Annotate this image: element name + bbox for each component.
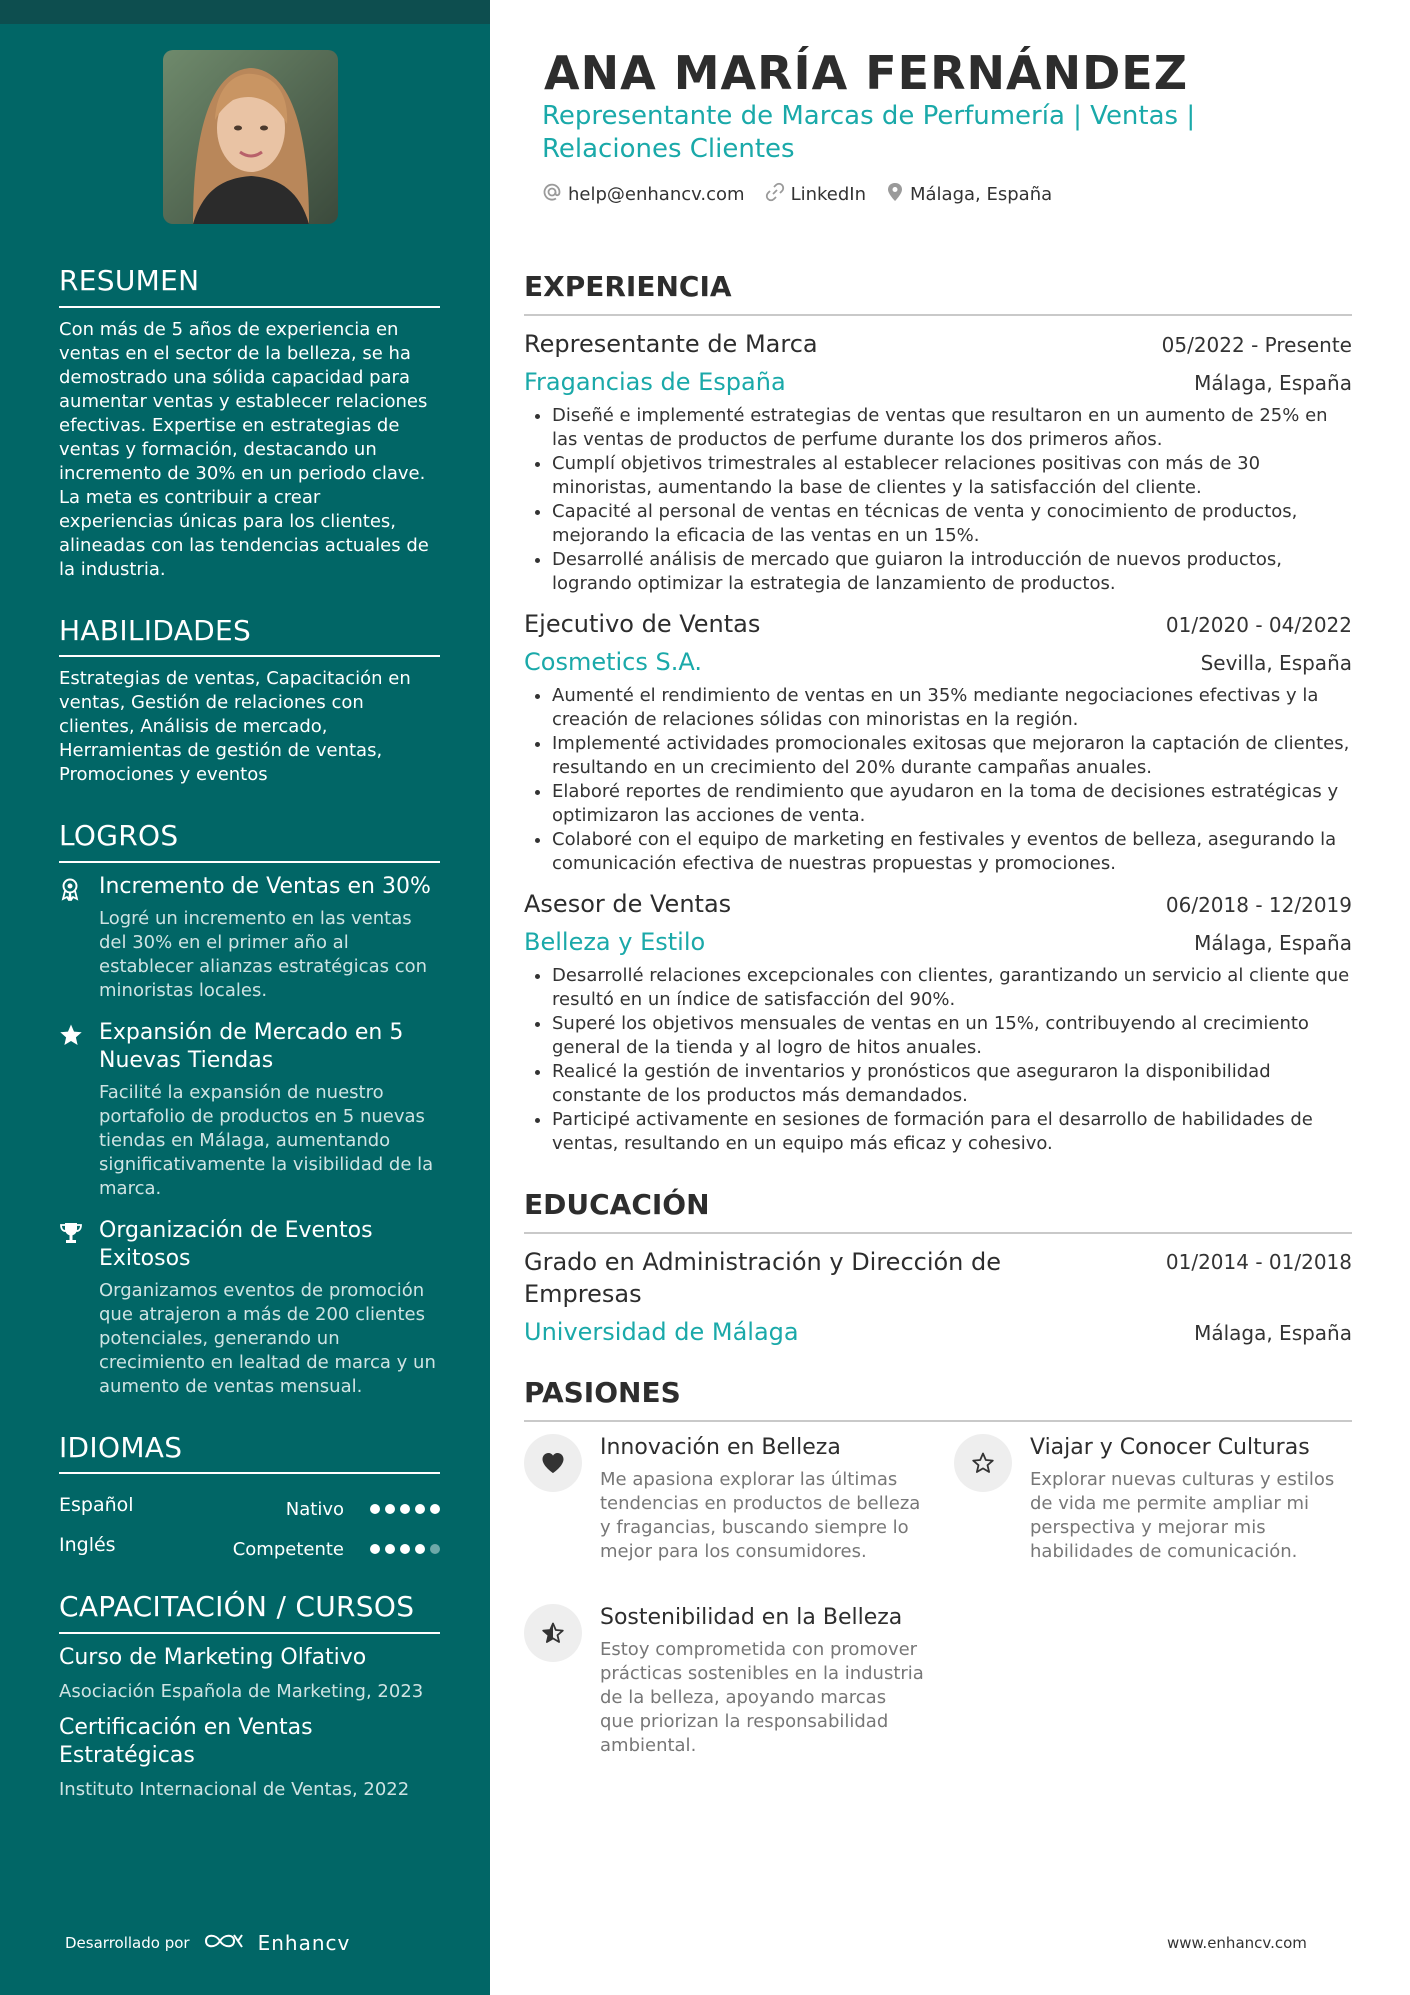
candidate-name: ANA MARÍA FERNÁNDEZ <box>544 46 1189 100</box>
course-title: Curso de Marketing Olfativo <box>59 1644 367 1670</box>
passion-item <box>524 1434 924 1564</box>
trophy-icon <box>59 1217 99 1399</box>
heart-icon <box>524 1434 582 1492</box>
job-title: Asesor de Ventas <box>524 889 732 918</box>
level-dot-filled <box>400 1544 410 1554</box>
bullet: • Colaboré con el equipo de marketing en festivales y eventos de belleza, asegurando la comunicación efectiva de nuestras propuestas y promociones. <box>552 828 1352 876</box>
language-level: Nativo <box>285 1499 344 1521</box>
contact-email[interactable] <box>542 182 745 207</box>
linkedin-text: LinkedIn <box>790 184 866 205</box>
bullet: • Realicé la gestión de inventarios y pronósticos que aseguraron la disponibilidad constante de los productos más demandados. <box>552 1060 1352 1108</box>
brand-name: Enhancv <box>257 1931 351 1955</box>
website-link[interactable]: www.enhancv.com <box>1167 1934 1307 1952</box>
enhancv-logo-icon <box>202 1930 246 1956</box>
award-icon <box>59 873 99 1003</box>
job-location: Málaga, España <box>1194 370 1352 395</box>
passion-desc: Me apasiona explorar las últimas tendencias en productos de belleza y fragancias, buscando siempre lo mejor para los consumidores. <box>600 1468 921 1562</box>
bullet: • Participé activamente en sesiones de formación para el desarrollo de habilidades de ventas, resultando en un equipo más eficaz y cohesivo. <box>552 1108 1352 1156</box>
skills-title: HABILIDADES <box>59 614 440 658</box>
job-company: Belleza y Estilo <box>524 927 706 956</box>
skills-text: Estrategias de ventas, Capacitación en ventas, Gestión de relaciones con clientes, Análisis de mercado, Herramientas de gestión de ventas, Promociones y eventos <box>59 668 411 786</box>
experience-title: EXPERIENCIA <box>524 270 1352 316</box>
passions-section <box>524 1376 1352 1794</box>
level-dot-filled <box>430 1504 440 1514</box>
education-location: Málaga, España <box>1194 1320 1352 1345</box>
education-date: 01/2014 - 01/2018 <box>1165 1249 1352 1274</box>
language-row <box>59 1484 440 1524</box>
powered-label: Desarrollado por <box>65 1934 190 1952</box>
job-title: Ejecutivo de Ventas <box>524 609 761 638</box>
course-item <box>59 1714 440 1802</box>
languages-title: IDIOMAS <box>59 1431 440 1475</box>
achievement-desc: Organizamos eventos de promoción que atrajeron a más de 200 clientes potenciales, generando un crecimiento en lealtad de marca y un aumento de ventas mensual. <box>99 1279 436 1397</box>
passion-title: Innovación en Belleza <box>600 1434 841 1460</box>
passions-title: PASIONES <box>524 1376 1352 1422</box>
job-date: 06/2018 - 12/2019 <box>1165 892 1352 917</box>
passion-title: Viajar y Conocer Culturas <box>1030 1434 1310 1460</box>
link-icon <box>765 182 785 207</box>
bullet: • Cumplí objetivos trimestrales al establecer relaciones positivas con más de 30 minoristas, aumentando la base de clientes y la satisfacción del cliente. <box>552 452 1352 500</box>
course-institution: Instituto Internacional de Ventas, 2022 <box>59 1778 410 1800</box>
course-institution: Asociación Española de Marketing, 2023 <box>59 1680 424 1702</box>
course-item <box>59 1644 440 1704</box>
passion-item <box>524 1604 924 1758</box>
achievement-title: Incremento de Ventas en 30% <box>99 873 431 899</box>
level-dot-filled <box>415 1504 425 1514</box>
achievement-title: Expansión de Mercado en 5 Nuevas Tiendas <box>99 1019 404 1073</box>
job-date: 01/2020 - 04/2022 <box>1165 612 1352 637</box>
level-dot-filled <box>415 1544 425 1554</box>
course-title: Certificación en Ventas Estratégicas <box>59 1714 313 1768</box>
bullet: • Desarrollé relaciones excepcionales con clientes, garantizando un servicio al cliente que resultó en un índice de satisfacción del 90%. <box>552 964 1352 1012</box>
star-icon <box>59 1019 99 1201</box>
education-section <box>524 1188 1352 1348</box>
profile-photo <box>163 50 338 224</box>
language-row <box>59 1524 440 1564</box>
bullet: • Diseñé e implementé estrategias de ventas que resultaron en un aumento de 25% en las ventas de productos de perfume durante los dos primeros años. <box>552 404 1352 452</box>
bullet: • Aumenté el rendimiento de ventas en un 35% mediante negociaciones efectivas y la creación de relaciones sólidas con minoristas en la región. <box>552 684 1352 732</box>
job-bullets <box>524 964 1352 1156</box>
job-date: 05/2022 - Presente <box>1161 332 1352 357</box>
level-dot-filled <box>385 1504 395 1514</box>
at-icon <box>542 182 562 207</box>
powered-by <box>65 1930 350 1956</box>
sidebar-content <box>59 264 440 1810</box>
level-dot-filled <box>385 1544 395 1554</box>
school: Universidad de Málaga <box>524 1317 799 1346</box>
achievements-title: LOGROS <box>59 819 440 863</box>
bullet: • Superé los objetivos mensuales de ventas en un 15%, contribuyendo al crecimiento general de la tienda y al logro de hitos anuales. <box>552 1012 1352 1060</box>
location-pin-icon <box>886 182 904 207</box>
achievement-item <box>59 1019 440 1201</box>
job-entry <box>524 888 1352 1156</box>
degree: Grado en Administración y Dirección de Empresas <box>524 1247 1002 1308</box>
job-bullets <box>524 684 1352 876</box>
summary-title: RESUMEN <box>59 264 440 308</box>
language-name: Español <box>59 1494 134 1517</box>
bullet: • Elaboré reportes de rendimiento que ayudaron en la toma de decisiones estratégicas y optimizaron las acciones de venta. <box>552 780 1352 828</box>
experience-section <box>524 270 1352 1156</box>
achievement-item <box>59 1217 440 1399</box>
level-dot-filled <box>370 1544 380 1554</box>
job-location: Sevilla, España <box>1200 650 1352 675</box>
location-text: Málaga, España <box>910 184 1053 205</box>
language-name: Inglés <box>59 1534 116 1557</box>
passion-desc: Explorar nuevas culturas y estilos de vida me permite ampliar mi perspectiva y mejorar mis habilidades de comunicación. <box>1030 1468 1335 1562</box>
achievement-item <box>59 873 440 1003</box>
education-title: EDUCACIÓN <box>524 1188 1352 1234</box>
star-outline-icon <box>954 1434 1012 1492</box>
language-dots <box>370 1544 440 1564</box>
email-text: help@enhancv.com <box>568 184 745 205</box>
contact-bar <box>542 182 1052 207</box>
contact-location <box>886 182 1052 207</box>
contact-linkedin[interactable] <box>765 182 866 207</box>
job-location: Málaga, España <box>1194 930 1352 955</box>
job-company: Cosmetics S.A. <box>524 647 702 676</box>
passion-item <box>954 1434 1354 1564</box>
education-entry <box>524 1246 1352 1348</box>
star-half-icon <box>524 1604 582 1662</box>
achievement-desc: Facilité la expansión de nuestro portafolio de productos en 5 nuevas tiendas en Málaga, aumentando significativamente la visibilidad de la marca. <box>99 1081 434 1199</box>
job-bullets <box>524 404 1352 596</box>
achievement-desc: Logré un incremento en las ventas del 30% en el primer año al establecer alianzas estratégicas con minoristas locales. <box>99 907 428 1001</box>
bullet: • Capacité al personal de ventas en técnicas de venta y conocimiento de productos, mejorando la eficacia de las ventas en un 15%. <box>552 500 1352 548</box>
summary-text: Con más de 5 años de experiencia en ventas en el sector de la belleza, se ha demostrado una sólida capacidad para aumentar ventas y establecer relaciones efectivas. Expertise en estrategias de ventas y formación, destacando un incremento de 30% en un periodo clave. La meta es contribuir a crear experiencias únicas para los clientes, alineadas con las tendencias actuales de la industria. <box>59 318 429 580</box>
level-dot-filled <box>400 1504 410 1514</box>
language-dots <box>370 1504 440 1524</box>
bullet: • Implementé actividades promocionales exitosas que mejoraron la captación de clientes, resultando en un crecimiento del 20% durante campañas anuales. <box>552 732 1352 780</box>
job-entry <box>524 328 1352 596</box>
level-dot-empty <box>430 1544 440 1554</box>
job-entry <box>524 608 1352 876</box>
job-title: Representante de Marca <box>524 329 818 358</box>
headline: Representante de Marcas de Perfumería | Ventas | Relaciones Clientes <box>542 101 1196 164</box>
achievement-title: Organización de Eventos Exitosos <box>99 1217 373 1271</box>
sidebar-top-bar <box>0 0 490 24</box>
level-dot-filled <box>370 1504 380 1514</box>
courses-title: CAPACITACIÓN / CURSOS <box>59 1590 440 1634</box>
sidebar <box>0 0 490 1995</box>
passion-title: Sostenibilidad en la Belleza <box>600 1604 903 1630</box>
passion-desc: Estoy comprometida con promover prácticas sostenibles en la industria de la belleza, apoyando marcas que priorizan la responsabilidad ambiental. <box>600 1638 924 1756</box>
language-level: Competente <box>232 1539 344 1561</box>
job-company: Fragancias de España <box>524 367 786 396</box>
bullet: • Desarrollé análisis de mercado que guiaron la introducción de nuevos productos, logrando optimizar la estrategia de lanzamiento de productos. <box>552 548 1352 596</box>
